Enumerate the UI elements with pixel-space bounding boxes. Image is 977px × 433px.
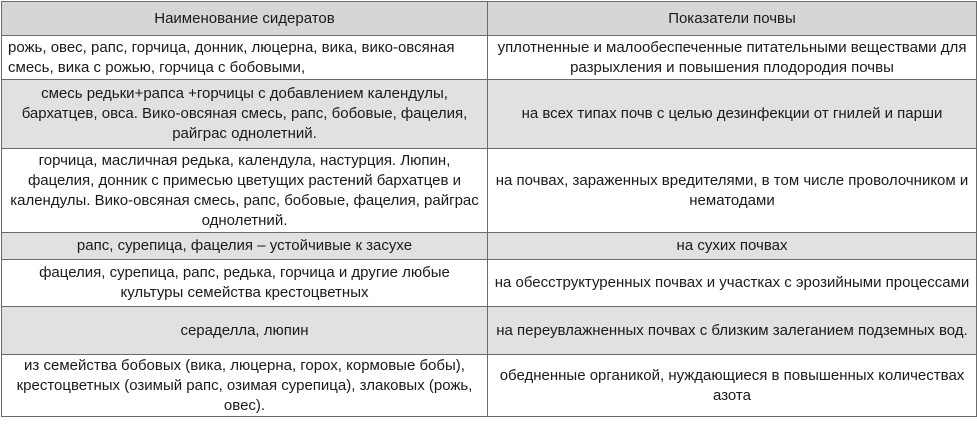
table-row bbox=[2, 260, 977, 307]
soil-text: на почвах, зараженных вредителями, в том числе проволочником и нематодами bbox=[495, 171, 969, 209]
soil-text: на переувлажненных почвах с близким залеганием подземных вод. bbox=[496, 321, 968, 339]
siderates-cell bbox=[2, 260, 488, 307]
header-soil-indicators: Показатели почвы bbox=[488, 2, 977, 36]
soil-cell bbox=[488, 355, 977, 417]
siderates-text: фацелия, сурепица, рапс, редька, горчица и другие любые культуры семейства крестоцветных bbox=[39, 264, 450, 301]
siderates-text: смесь редьки+рапса +горчицы с добавлением календулы, бархатцев, овса. Вико-овсяная смесь, рапс, бобовые, фацелия, райграс однолетний. bbox=[21, 85, 468, 142]
siderates-cell bbox=[2, 80, 488, 149]
soil-text: обедненные органикой, нуждающиеся в повышенных количествах азота bbox=[499, 366, 965, 404]
table-row bbox=[2, 80, 977, 149]
siderates-text: рожь, овес, рапс, горчица, донник, люцерна, вика, вико-овсяная смесь, вика с рожью, горчица с бобовыми, bbox=[8, 38, 455, 76]
soil-cell bbox=[488, 307, 977, 355]
table-row bbox=[2, 355, 977, 417]
siderates-text: горчица, масличная редька, календула, настурция. Люпин, фацелия, донник с примесью цветущих растений бархатцев и календулы. Вико-овсяная смесь, рапс, бобовые, фацелия, райграс однолетний. bbox=[10, 151, 479, 229]
soil-cell bbox=[488, 233, 977, 260]
table-row bbox=[2, 149, 977, 233]
siderates-cell bbox=[2, 233, 488, 260]
siderates-table-container bbox=[1, 1, 976, 431]
siderates-cell bbox=[2, 36, 488, 80]
siderates-cell bbox=[2, 355, 488, 417]
siderates-text: сераделла, люпин bbox=[180, 321, 309, 339]
soil-text: на сухих почвах bbox=[676, 237, 788, 254]
table-row bbox=[2, 233, 977, 260]
siderates-text: рапс, сурепица, фацелия – устойчивые к засухе bbox=[76, 237, 413, 254]
siderates-text: из семейства бобовых (вика, люцерна, горох, кормовые бобы), крестоцветных (озимый рапс, озимая сурепица), злаковых (рожь, овес). bbox=[16, 356, 473, 414]
soil-cell bbox=[488, 260, 977, 307]
soil-cell bbox=[488, 149, 977, 233]
table-row bbox=[2, 36, 977, 80]
siderates-cell bbox=[2, 149, 488, 233]
siderates-table bbox=[1, 1, 977, 417]
table-row bbox=[2, 307, 977, 355]
header-siderates: Наименование сидератов bbox=[2, 2, 488, 36]
table-header-row bbox=[2, 2, 977, 36]
soil-cell bbox=[488, 36, 977, 80]
siderates-cell bbox=[2, 307, 488, 355]
soil-cell bbox=[488, 80, 977, 149]
soil-text: на всех типах почв с целью дезинфекции от гнилей и парши bbox=[521, 105, 943, 122]
soil-text: уплотненные и малообеспеченные питательными веществами для разрыхления и повышения плодородия почвы bbox=[497, 38, 967, 76]
soil-text: на обесструктуренных почвах и участках с эрозийными процессами bbox=[494, 274, 970, 291]
